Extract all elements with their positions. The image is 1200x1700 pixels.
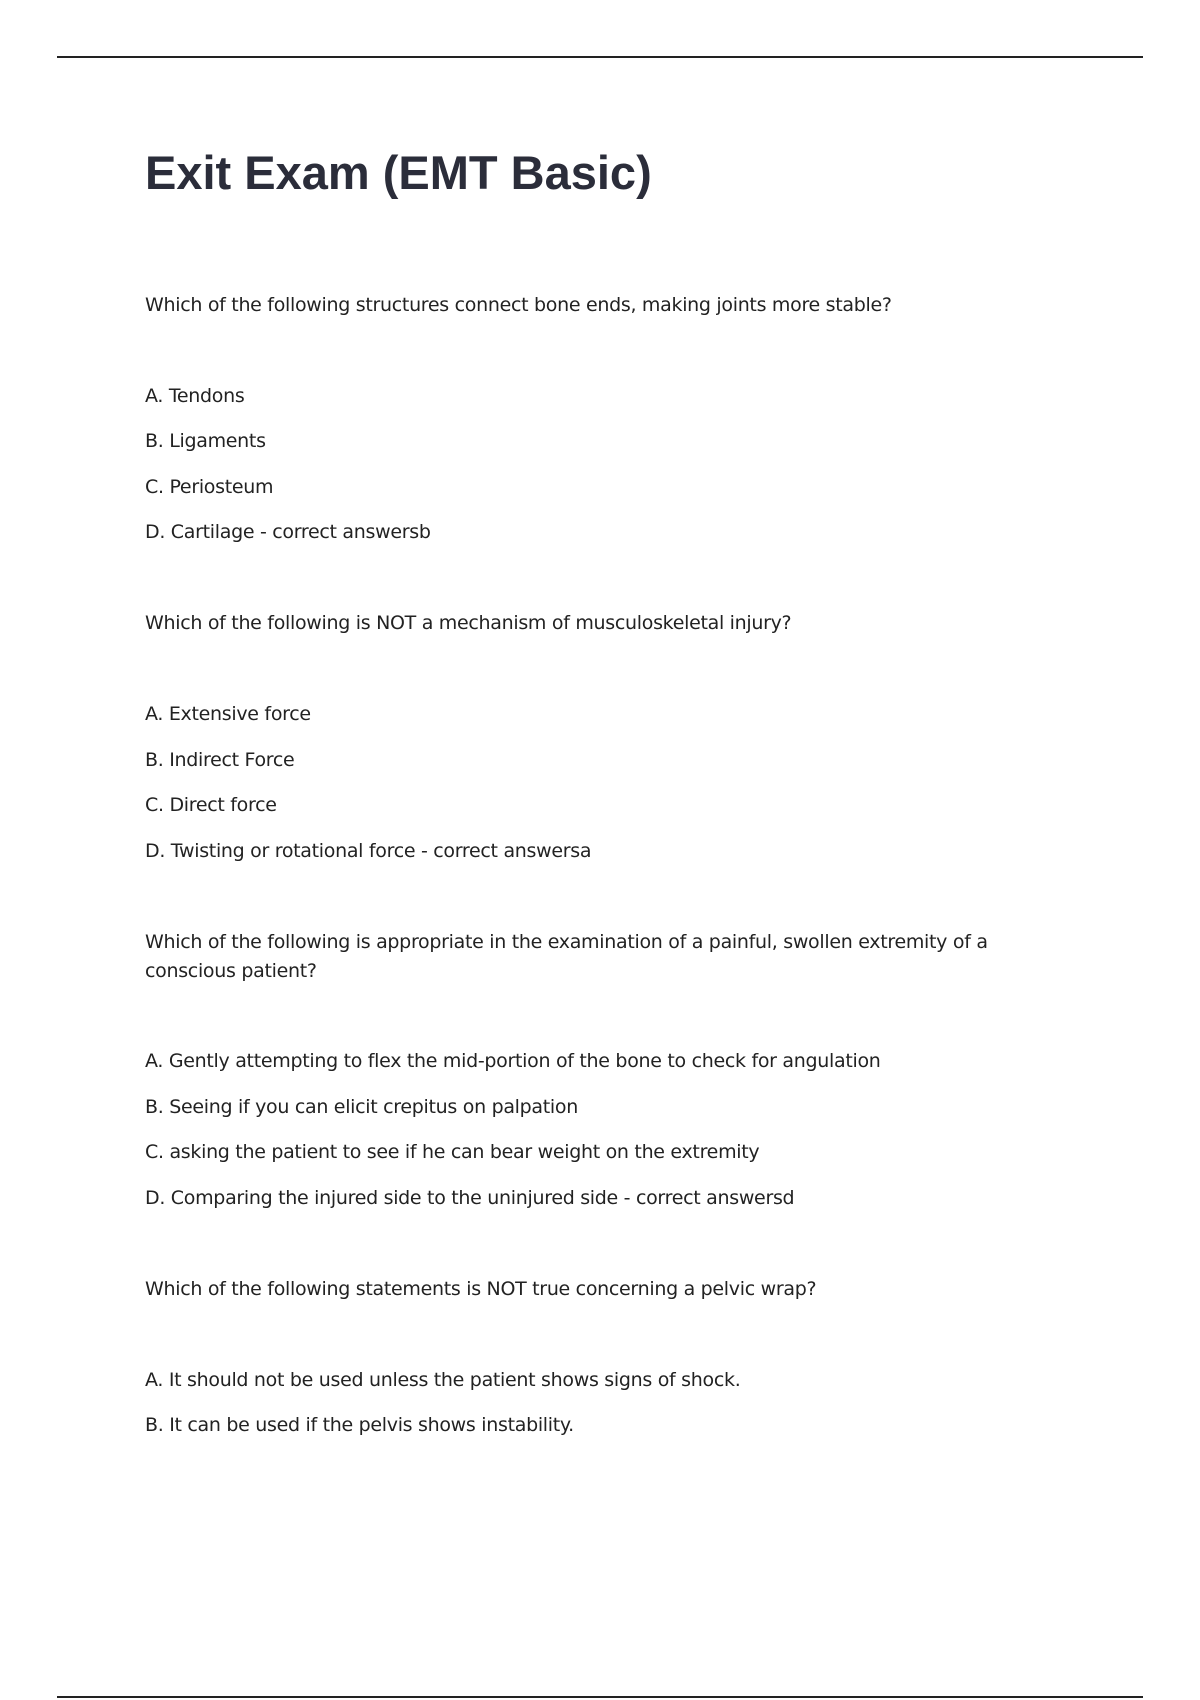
question-3-option-c: C. asking the patient to see if he can bear weight on the extremity [145,1141,760,1163]
question-2-text: Which of the following is NOT a mechanism of musculoskeletal injury? [145,612,792,634]
question-4-option-b: B. It can be used if the pelvis shows instability. [145,1414,574,1436]
question-1-option-a: A. Tendons [145,385,245,407]
question-1-option-c: C. Periosteum [145,476,274,498]
question-4-option-a: A. It should not be used unless the patient shows signs of shock. [145,1369,741,1391]
question-3-text: Which of the following is appropriate in the examination of a painful, swollen extremity of a conscious patient? [145,931,988,982]
question-2-option-d: D. Twisting or rotational force - correct answersa [145,840,592,862]
question-2-option-b: B. Indirect Force [145,749,295,771]
question-1-text: Which of the following structures connect bone ends, making joints more stable? [145,294,892,316]
question-3-option-d: D. Comparing the injured side to the uninjured side - correct answersd [145,1187,795,1209]
header-rule [57,56,1143,58]
question-4-text: Which of the following statements is NOT true concerning a pelvic wrap? [145,1278,817,1300]
question-3-option-a: A. Gently attempting to flex the mid-portion of the bone to check for angulation [145,1050,881,1072]
document-title: Exit Exam (EMT Basic) [145,146,652,199]
question-1-option-b: B. Ligaments [145,430,266,452]
question-2-option-c: C. Direct force [145,794,277,816]
question-3-option-b: B. Seeing if you can elicit crepitus on palpation [145,1096,578,1118]
question-1-option-d: D. Cartilage - correct answersb [145,521,431,543]
footer-rule [57,1696,1143,1698]
question-2-option-a: A. Extensive force [145,703,311,725]
